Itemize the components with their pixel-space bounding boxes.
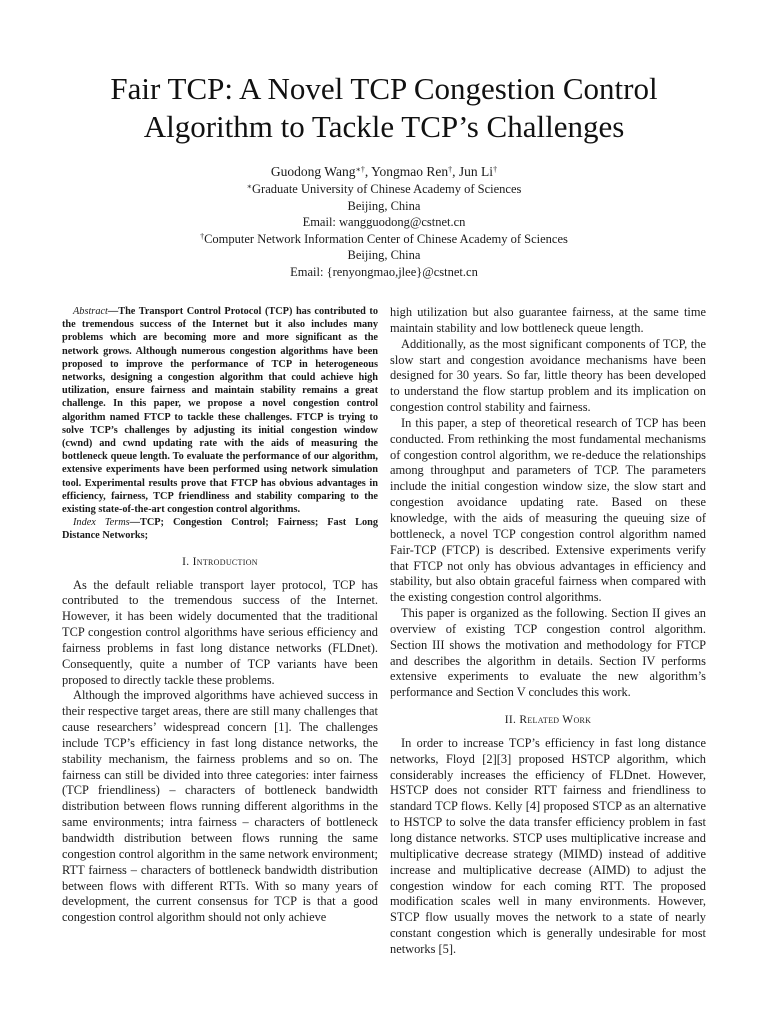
affiliation-1: ∗Graduate University of Chinese Academy of Sciences bbox=[246, 182, 522, 196]
related-work-paragraph-1: In order to increase TCP’s efficiency in fast long distance networks, Floyd [2][3] proposed HSTCP algorithm, which considerably increases the efficiency of FLDnet. However, HSTCP does not consider RTT fairness and friendliness to standard TCP flows. Kelly [4] proposed STCP as an alternative to HSTCP to solve the data transfer efficiency problem in fast long distance networks. STCP uses multiplicative increase and multiplicative decrease strategy (MIMD) instead of additive increase and multiplicative decrease (AIMD) to adjust the congestion window for each coming RTT. The proposed modification scales well in many environments. However, STCP flow usually moves the network to a state of nearly constant congestion which is generally undesirable for most networks [5]. bbox=[390, 735, 706, 956]
intro-paragraph-2: Although the improved algorithms have achieved success in their respective target areas, there are still many challenges that cause researchers’ widespread concern [1]. The challenges include TCP’s efficiency in fast long distance networks, the stability mechanism, the fairness problems and so on. The fairness can still be divided into three categories: inter fairness (TCP friendliness) – characters of bottleneck bandwidth distribution between flows running different algorithms in the same environments; intra fairness – characters of bottleneck bandwidth distribution between flows running the same congestion control algorithm in the same network environment; RTT fairness – characters of bottleneck bandwidth distribution between flows with different RTTs. With so many years of development, the current consensus for TCP is that a good congestion control algorithm should not only achieve bbox=[62, 688, 378, 925]
left-column bbox=[62, 305, 378, 926]
section-heading-related-work: II. Related Work bbox=[504, 714, 592, 727]
index-terms: Index Terms—TCP; Congestion Control; Fairness; Fast Long Distance Networks; bbox=[62, 517, 378, 542]
paper-title bbox=[60, 70, 708, 146]
affiliation-2-city: Beijing, China bbox=[347, 248, 421, 263]
abstract: Abstract—The Transport Control Protocol (TCP) has contributed to the tremendous success of the Internet but it also includes many problems which are becoming more and more significant as the network grows. Although numerous congestion algorithms have been proposed to improve the performance of TCP in heterogeneous networks, designing a congestion algorithm that could achieve high utilization, ensure fairness and maintain stability remains a great challenge. In this paper, we propose a novel congestion control algorithm named FTCP to tackle these challenges. FTCP is trying to solve TCP’s challenges by adjusting its initial congestion window (cwnd) and cwnd updating rate with the aids of measuring the bottleneck queue length. To evaluate the performance of our algorithm, extensive experiments have been performed using network simulation tool. Experimental results prove that FTCP has obvious advantages in efficiency, fairness, TCP friendliness and stability comparing to the existing state-of-the-art congestion control algorithms. bbox=[62, 306, 378, 516]
section-heading-introduction: I. Introduction bbox=[182, 555, 258, 568]
intro-paragraph-1: As the default reliable transport layer protocol, TCP has contributed to the tremendous success of the Internet. However, it has been widely documented that the traditional TCP congestion control algorithms have serious efficiency and fairness problems in fast long distance networks (FLDnet). Consequently, quite a number of TCP variants have been proposed to directly tackle these problems. bbox=[62, 577, 378, 687]
affiliation-2: †Computer Network Information Center of Chinese Academy of Sciences bbox=[200, 231, 568, 246]
author-names: Guodong Wang∗†, Yongmao Ren†, Jun Li† bbox=[270, 164, 498, 179]
intro-paragraph-5: This paper is organized as the following. Section II gives an overview of existing TCP congestion control algorithm. Section III shows the motivation and methodology for FTCP and describes the algorithm in details. Section IV performs extensive experiments to evaluate the new algorithm’s performance and Section V concludes this work. bbox=[390, 606, 706, 700]
right-column bbox=[390, 305, 706, 958]
intro-paragraph-2-continued: high utilization but also guarantee fairness, at the same time maintain stability and low bottleneck queue length. bbox=[390, 305, 706, 335]
intro-paragraph-4: In this paper, a step of theoretical research of TCP has been conducted. From rethinking the most fundamental mechanisms of congestion control algorithm, we re-deduce the relationships among throughput and parameters of TCP. The parameters include the initial congestion window size, the slow start and congestion avoidance updating rate. Based on these knowledge, with the aids of measuring the queuing size of bottleneck, a novel TCP congestion control algorithm named Fair-TCP (FTCP) is described. Extensive experiments verify that FTCP not only has obvious advantages in efficiency and stability, but also obtain graceful fairness when compared with the existing congestion control algorithms. bbox=[390, 415, 706, 605]
title-line-1: Fair TCP: A Novel TCP Congestion Control bbox=[110, 71, 658, 106]
affiliation-1-email: Email: wangguodong@cstnet.cn bbox=[302, 215, 466, 230]
author-block bbox=[84, 162, 684, 281]
intro-paragraph-3: Additionally, as the most significant components of TCP, the slow start and congestion avoidance mechanisms have been designed for 30 years. So far, little theory has been developed to understand the flow startup problem and its implication on congestion control stability and fairness. bbox=[390, 336, 706, 415]
affiliation-2-email: Email: {renyongmao,jlee}@cstnet.cn bbox=[290, 264, 478, 279]
affiliation-1-city: Beijing, China bbox=[347, 198, 421, 213]
title-line-2: Algorithm to Tackle TCP’s Challenges bbox=[143, 109, 625, 144]
